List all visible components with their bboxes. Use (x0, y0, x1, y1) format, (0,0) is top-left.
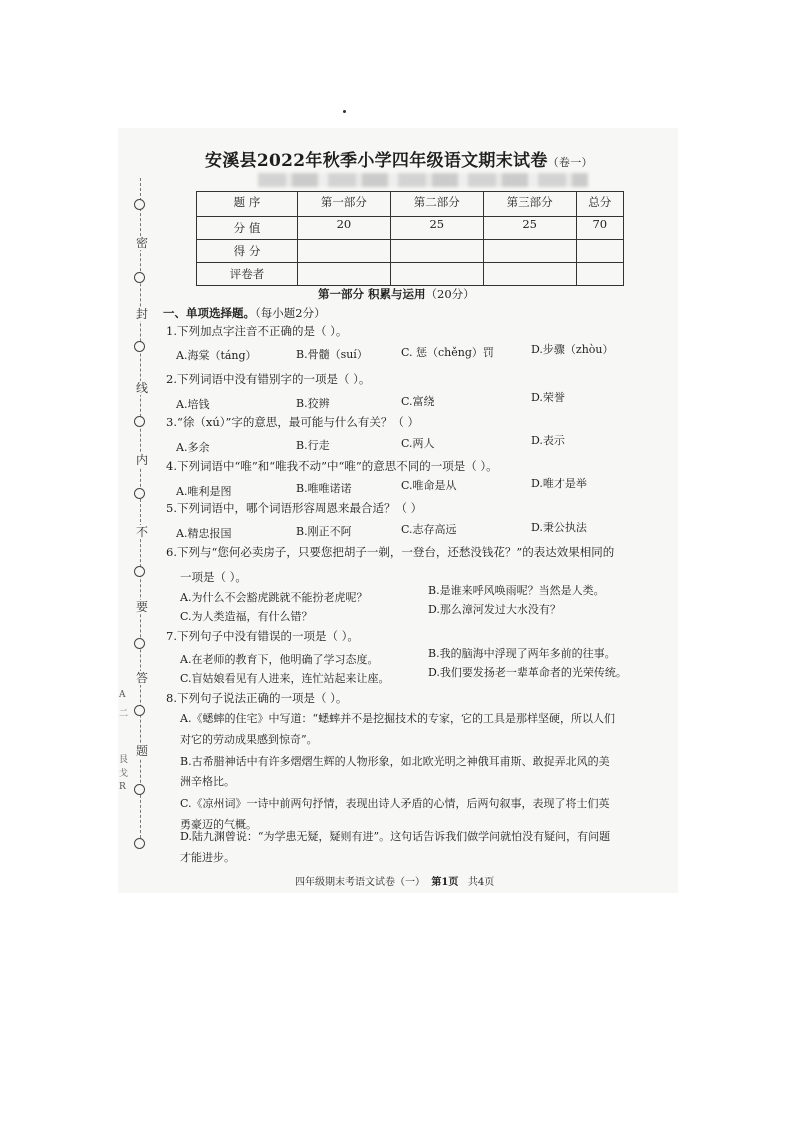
table-cell: 25 (483, 217, 576, 240)
table-cell: 评卷者 (197, 263, 298, 286)
option-b[interactable]: B.唯唯诺诺 (296, 482, 352, 495)
table-row (197, 192, 624, 217)
binding-circle (134, 341, 145, 352)
part-one-score: （20分） (425, 287, 475, 301)
binding-circle (134, 566, 145, 577)
option-d[interactable]: D.表示 (531, 434, 565, 447)
binding-char: 内 (136, 453, 149, 467)
edge-mark: R (119, 782, 126, 792)
option-d[interactable]: D.秉公执法 (531, 521, 587, 534)
blurred-student-info (258, 173, 588, 187)
option-c[interactable]: C.两人 (401, 437, 435, 450)
option-d[interactable]: D.步骤（zhòu） (531, 343, 614, 356)
exam-title (205, 146, 675, 171)
binding-circle (134, 416, 145, 427)
option-c[interactable]: C. 惩（chěng）罚 (401, 346, 494, 359)
question-stem: 8.下列句子说法正确的一项是（ ）。 (166, 691, 348, 705)
section-heading (163, 306, 326, 320)
binding-circle (134, 705, 145, 716)
edge-mark: A (119, 690, 126, 700)
table-cell: 第二部分 (390, 192, 483, 217)
binding-char: 不 (136, 525, 149, 539)
table-cell: 题 序 (197, 192, 298, 217)
footer-page: 第1页 (431, 877, 459, 888)
option-a[interactable]: A.精忠报国 (176, 527, 232, 540)
option-b[interactable]: B.古希腊神话中有许多熠熠生辉的人物形象，如北欧光明之神俄耳甫斯、敢捉弄北风的美 (180, 755, 610, 768)
part-one-heading (318, 286, 475, 302)
question-stem-cont: 一项是（ ）。 (180, 570, 247, 584)
table-cell: 25 (390, 217, 483, 240)
question-stem: 7.下列句子中没有错误的一项是（ ）。 (166, 629, 359, 643)
binding-circle (134, 488, 145, 499)
option-a[interactable]: A.海棠（táng） (176, 349, 257, 362)
option-c[interactable]: C.为人类造福，有什么错？ (180, 610, 313, 623)
binding-circle (134, 638, 145, 649)
edge-mark: 二 (119, 709, 129, 719)
table-cell: 分 值 (197, 217, 298, 240)
table-cell: 70 (576, 217, 623, 240)
table-cell-blank[interactable] (298, 263, 391, 286)
edge-mark: 戈 (119, 769, 129, 779)
option-c[interactable]: C.《凉州词》一诗中前两句抒情，表现出诗人矛盾的心情，后两句叙事，表现了将士们英 (180, 797, 610, 810)
table-row (197, 263, 624, 286)
binding-circle (134, 838, 145, 849)
table-cell-blank[interactable] (390, 240, 483, 263)
table-cell-blank[interactable] (298, 240, 391, 263)
option-a[interactable]: A.《蟋蟀的住宅》中写道：“蟋蟀并不是挖掘技术的专家，它的工具是那样坚硬，所以人们 (180, 712, 616, 725)
option-b-cont: 洲辛格比。 (180, 775, 235, 788)
table-cell-blank[interactable] (576, 240, 623, 263)
option-b[interactable]: B.行走 (296, 439, 330, 452)
section-title: 一、单项选择题。 (163, 306, 255, 320)
table-row (197, 217, 624, 240)
exam-subtitle: （卷一） (547, 156, 593, 169)
binding-circle (134, 272, 145, 283)
binding-circle (134, 784, 145, 795)
option-b[interactable]: B.狡辨 (296, 397, 330, 410)
option-d[interactable]: D.荣誉 (531, 391, 565, 404)
option-c-cont: 勇豪迈的气概。 (180, 818, 257, 831)
binding-circle (134, 199, 145, 210)
table-cell-blank[interactable] (483, 240, 576, 263)
option-a[interactable]: A.唯利是图 (176, 485, 232, 498)
table-cell: 得 分 (197, 240, 298, 263)
binding-char: 答 (136, 671, 149, 685)
option-b[interactable]: B.是谁来呼风唤雨呢？当然是人类。 (428, 584, 605, 597)
edge-mark: 艮 (119, 755, 129, 765)
binding-char: 密 (136, 236, 149, 250)
option-d[interactable]: D.那么漳河发过大水没有？ (428, 603, 561, 616)
option-a[interactable]: A.培钱 (176, 398, 210, 411)
option-a-cont: 对它的劳动成果感到惊奇”。 (180, 733, 318, 746)
table-cell: 总分 (576, 192, 623, 217)
question-stem: 5.下列词语中，哪个词语形容周恩来最合适？（ ） (166, 501, 423, 515)
option-d[interactable]: D.唯才是举 (531, 477, 587, 490)
footer-total: 共4页 (467, 877, 495, 888)
binding-char: 封 (136, 307, 149, 321)
question-stem: 6.下列与“您何必卖房子，只要您把胡子一剃，一登台，还愁没钱花？”的表达效果相同的 (166, 545, 615, 559)
option-b[interactable]: B.刚正不阿 (296, 525, 352, 538)
option-c[interactable]: C.富绕 (401, 395, 435, 408)
table-cell: 20 (298, 217, 391, 240)
question-stem: 1.下列加点字注音不正确的是（ ）。 (166, 324, 348, 338)
option-a[interactable]: A.多余 (176, 441, 210, 454)
option-c[interactable]: C.志存高远 (401, 523, 457, 536)
scan-dot (343, 110, 346, 113)
exam-title-text: 安溪县2022年秋季小学四年级语文期末试卷 (205, 151, 548, 171)
option-c[interactable]: C.盲姑娘看见有人进来，连忙站起来让座。 (180, 672, 390, 685)
table-cell-blank[interactable] (483, 263, 576, 286)
section-note: （每小题2分） (255, 306, 326, 320)
table-row (197, 240, 624, 263)
option-a[interactable]: A.在老师的教育下，他明确了学习态度。 (180, 653, 379, 666)
option-d[interactable]: D.陆九渊曾说：“为学患无疑，疑则有进”。这句话告诉我们做学问就怕没有疑问，有问题 (180, 830, 611, 843)
binding-char: 线 (136, 381, 149, 395)
option-c[interactable]: C.唯命是从 (401, 479, 457, 492)
table-cell: 第三部分 (483, 192, 576, 217)
binding-char: 要 (136, 600, 149, 614)
question-stem: 2.下列词语中没有错别字的一项是（ ）。 (166, 372, 371, 386)
score-table (196, 191, 624, 286)
footer-exam-name: 四年级期末考语文试卷（一） (295, 877, 425, 888)
option-b[interactable]: B.骨髓（suí） (296, 348, 368, 361)
binding-char: 题 (136, 744, 149, 758)
table-cell-blank[interactable] (390, 263, 483, 286)
option-d-cont: 才能进步。 (180, 851, 235, 864)
table-cell: 第一部分 (298, 192, 391, 217)
page-footer (295, 873, 494, 888)
table-cell-blank[interactable] (576, 263, 623, 286)
part-one-title: 第一部分 积累与运用 (318, 287, 426, 301)
option-d[interactable]: D.我们要发扬老一辈革命者的光荣传统。 (428, 666, 627, 679)
question-stem: 3.“徐（xú）”字的意思，最可能与什么有关？（ ） (166, 415, 420, 429)
question-stem: 4.下列词语中“唯”和“唯我不动”中“唯”的意思不同的一项是（ ）。 (166, 459, 498, 473)
option-b[interactable]: B.我的脑海中浮现了两年多前的往事。 (428, 647, 616, 660)
option-a[interactable]: A.为什么不会豁虎跳就不能扮老虎呢？ (180, 591, 368, 604)
